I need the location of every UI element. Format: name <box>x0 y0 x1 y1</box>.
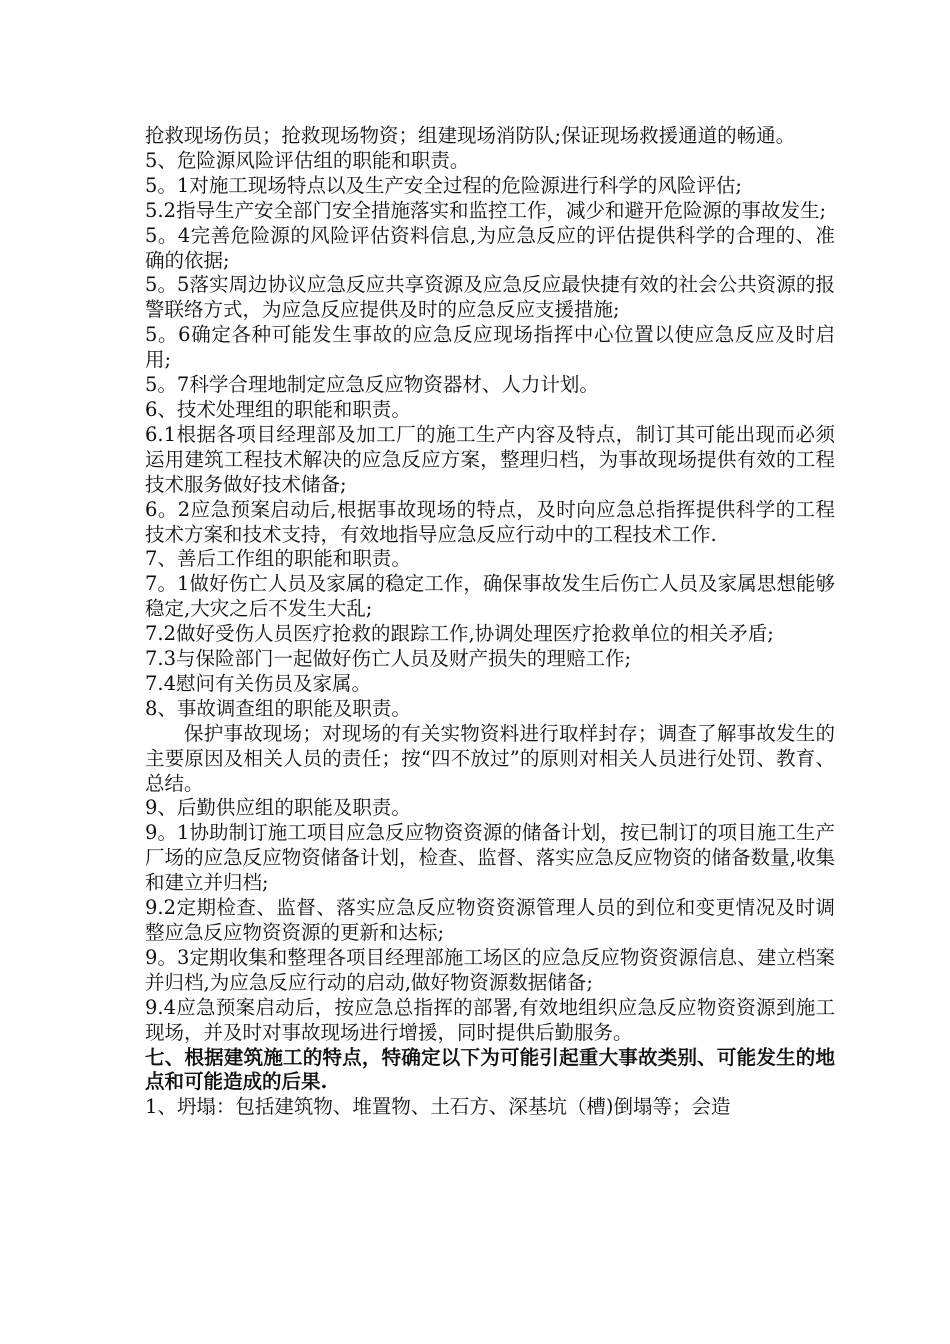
paragraph-5-6: 5。6确定各种可能发生事故的应急反应现场指挥中心位置以使应急反应及时启用; <box>145 323 835 372</box>
paragraph-7-4: 7.4慰问有关伤员及家属。 <box>145 671 372 695</box>
paragraph-6-2: 6。2应急预案启动后,根据事故现场的特点，及时向应急总指挥提供科学的工程技术方案和技术支持，有效地指导应急反应行动中的工程技术工作. <box>145 497 835 546</box>
paragraph-9-2: 9.2定期检查、监督、落实应急反应物资资源管理人员的到位和变更情况及时调整应急反应物资资源的更新和达标; <box>145 896 835 944</box>
section-heading-5: 5、危险源风险评估组的职能和职责。 <box>145 148 470 172</box>
section-heading-7: 7、善后工作组的职能和职责。 <box>145 547 411 571</box>
paragraph-5-5: 5。5落实周边协议应急反应共享资源及应急反应最快捷有效的社会公共资源的报警联络方式，为应急反应提供及时的应急反应支援措施; <box>145 273 835 322</box>
section-heading-6: 6、技术处理组的职能和职责。 <box>145 397 411 421</box>
paragraph-9-3: 9。3定期收集和整理各项目经理部施工场区的应急反应物资资源信息、建立档案并归档,为应急反应行动的启动,做好物资源数据储备; <box>145 945 835 994</box>
section-heading-8: 8、事故调查组的职能及职责。 <box>145 696 411 720</box>
paragraph-7-3: 7.3与保险部门一起做好伤亡人员及财产损失的理赔工作; <box>145 647 632 671</box>
paragraph-7-2: 7.2做好受伤人员医疗抢救的跟踪工作,协调处理医疗抢救单位的相关矛盾; <box>145 622 774 646</box>
paragraph-8-body: 保护事故现场；对现场的有关实物资料进行取样封存；调查了解事故发生的主要原因及相关人员的责任；按“四不放过”的原则对相关人员进行处罚、教育、总结。 <box>145 721 835 795</box>
paragraph-5-7: 5。7科学合理地制定应急反应物资器材、人力计划。 <box>145 373 599 397</box>
chapter-heading-7: 七、根据建筑施工的特点，特确定以下为可能引起重大事故类别、可能发生的地点和可能造成的后果. <box>145 1045 835 1094</box>
paragraph-9-1: 9。1协助制订施工项目应急反应物资资源的储备计划，按已制订的项目施工生产厂场的应急反应物资储备计划，检查、监督、落实应急反应物资的储备数量,收集和建立并归档; <box>145 821 835 895</box>
paragraph-6-1: 6.1根据各项目经理部及加工厂的施工生产内容及特点，制订其可能出现而必须运用建筑工程技术解决的应急反应方案，整理归档，为事故现场提供有效的工程技术服务做好技术储备; <box>145 422 835 496</box>
paragraph-5-4: 5。4完善危险源的风险评估资料信息,为应急反应的评估提供科学的合理的、准确的依据; <box>145 223 835 272</box>
paragraph-rescue-duties: 抢救现场伤员；抢救现场物资；组建现场消防队;保证现场救援通道的畅通。 <box>145 124 796 147</box>
paragraph-9-4: 9.4应急预案启动后，按应急总指挥的部署,有效地组织应急反应物资资源到施工现场，并及时对事故现场进行增援，同时提供后勤服务。 <box>145 995 835 1044</box>
document-body <box>145 124 835 1120</box>
paragraph-7-1: 7。1做好伤亡人员及家属的稳定工作，确保事故发生后伤亡人员及家属思想能够稳定,大灾之后不发生大乱; <box>145 572 835 621</box>
paragraph-collapse: 1、坍塌：包括建筑物、堆置物、土石方、深基坑（槽)倒塌等；会造 <box>145 1095 731 1119</box>
section-heading-9: 9、后勤供应组的职能及职责。 <box>145 796 411 820</box>
paragraph-5-2: 5.2指导生产安全部门安全措施落实和监控工作，减少和避开危险源的事故发生; <box>145 198 827 222</box>
paragraph-5-1: 5。1对施工现场特点以及生产安全过程的危险源进行科学的风险评估; <box>145 173 742 197</box>
